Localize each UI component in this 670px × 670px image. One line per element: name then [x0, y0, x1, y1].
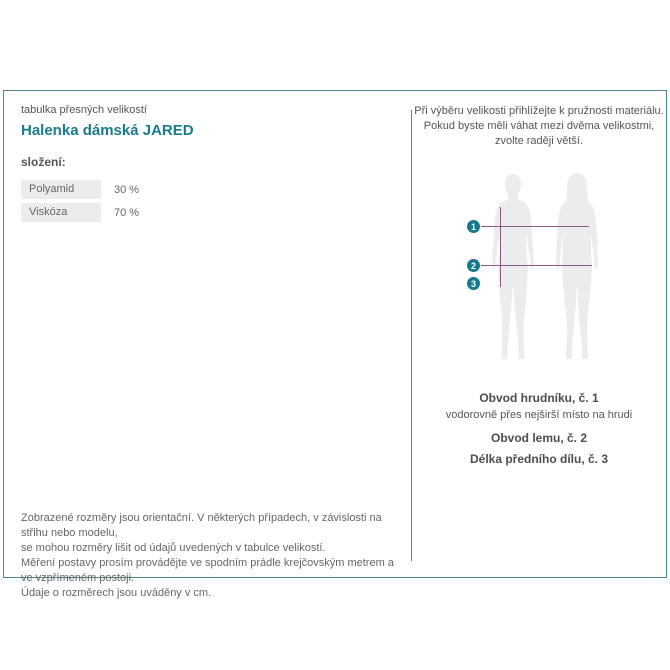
hem-measure-line [481, 265, 592, 266]
sizing-advice-line: zvolte raději větší. [494, 135, 584, 147]
composition-table [21, 180, 221, 226]
measure-point-2-badge: 2 [467, 259, 480, 272]
measure-point-3-badge: 3 [467, 277, 480, 290]
composition-row [21, 180, 221, 199]
sizing-advice-line: Pokud byste měli váhat mezi dvěma velikostmi, [423, 120, 655, 132]
measurement-legend [412, 391, 666, 466]
composition-row [21, 203, 221, 222]
chest-measure-description: vodorovně přes nejširší místo na hrudi [445, 409, 633, 421]
material-name-cell: Viskóza [21, 203, 101, 222]
material-name-cell: Polyamid [21, 180, 101, 199]
chest-measure-line [481, 226, 589, 227]
composition-heading: složení: [21, 155, 66, 169]
female-silhouette-back [552, 171, 602, 367]
disclaimer-line: Zobrazené rozměry jsou orientační. V některých případech, v závislosti na střihu nebo modelu, [21, 512, 382, 539]
measure-point-1-badge: 1 [467, 220, 480, 233]
disclaimer-line: Údaje o rozměrech jsou uváděny v cm. [21, 587, 212, 599]
front-length-measure-line [500, 207, 501, 287]
product-title: Halenka dámská JARED [21, 122, 194, 139]
front-length-measure-label: Délka předního dílu, č. 3 [469, 452, 609, 466]
size-chart-panel [3, 90, 667, 599]
material-percent-cell: 30 % [114, 183, 140, 196]
disclaimer-line: Měření postavy prosím provádějte ve spodním prádle krejčovským metrem a ve vzpřímeném postoji. [21, 557, 394, 584]
table-subtitle: tabulka přesných velikostí [21, 104, 147, 116]
sizing-advice-line: Při výběru velikosti přihlížejte k pružnosti materiálu. [414, 105, 664, 117]
female-silhouette-front [488, 171, 538, 367]
sizing-advice-text [412, 104, 666, 149]
chest-measure-label: Obvod hrudníku, č. 1 [479, 391, 599, 405]
hem-measure-label: Obvod lemu, č. 2 [490, 431, 588, 445]
material-percent-cell: 70 % [114, 206, 140, 219]
disclaimer-text [21, 511, 401, 601]
disclaimer-line: se mohou rozměry lišit od údajů uvedených v tabulce velikostí. [21, 542, 326, 554]
measurement-guide-panel [412, 91, 666, 577]
measurement-diagram [440, 165, 640, 380]
